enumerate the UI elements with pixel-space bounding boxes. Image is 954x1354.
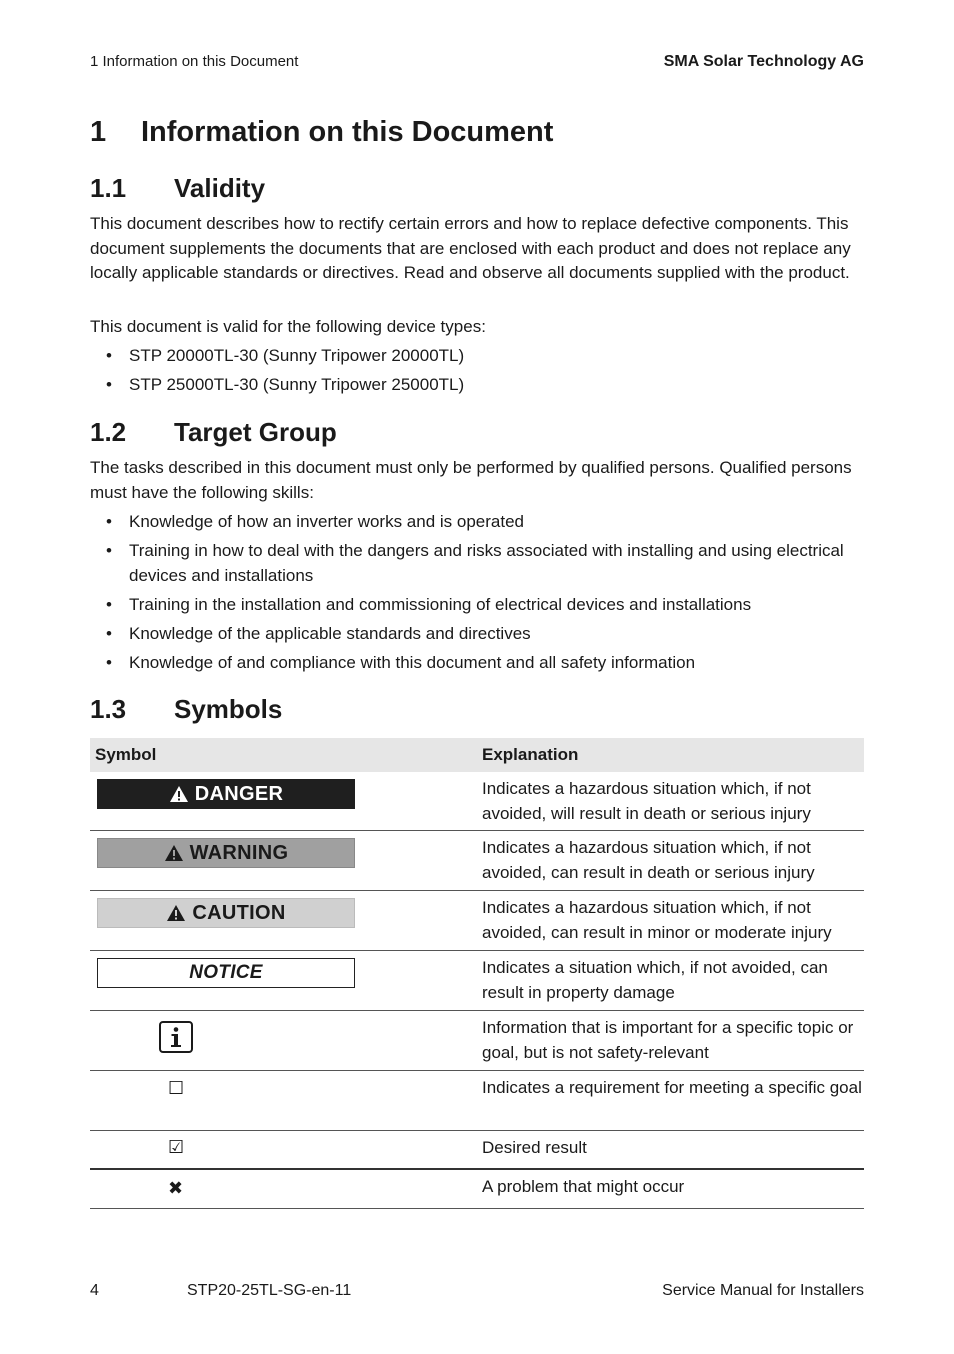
row-explanation: Indicates a hazardous situation which, if not avoided, can result in death or serious injury	[482, 838, 815, 882]
target-group-title: Target Group	[174, 417, 337, 447]
target-group-paragraph: The tasks described in this document must only be performed by qualified persons. Qualified persons must have the following skills:	[90, 458, 852, 502]
device-list	[90, 344, 864, 402]
symbols-heading	[90, 694, 282, 725]
bullet: •	[106, 623, 112, 643]
warning-triangle-icon	[169, 785, 189, 803]
bullet: •	[106, 346, 112, 365]
validity-title: Validity	[174, 173, 266, 203]
document-id: STP20-25TL-SG-en-11	[187, 1282, 352, 1299]
list-item: • STP 25000TL-30 (Sunny Tripower 25000TL)	[90, 373, 864, 398]
symbols-title: Symbols	[174, 694, 283, 724]
bullet: •	[106, 594, 112, 614]
chapter-heading	[90, 116, 553, 149]
row-explanation: Information that is important for a specific topic or goal, but is not safety-relevant	[482, 1018, 854, 1062]
row-explanation: A problem that might occur	[482, 1177, 685, 1196]
symbols-number: 1.3	[90, 694, 127, 724]
document-page	[90, 0, 864, 1354]
table-row	[90, 1071, 864, 1131]
row-explanation: Indicates a hazardous situation which, if not avoided, will result in death or serious injury	[482, 779, 811, 823]
page-number: 4	[90, 1282, 99, 1299]
skills-list	[90, 510, 864, 680]
list-item: • STP 20000TL-30 (Sunny Tripower 20000TL)	[90, 344, 864, 369]
notice-signal-word: NOTICE	[97, 958, 355, 988]
empty-checkbox-icon: ☐	[168, 1078, 185, 1098]
table-row	[90, 891, 864, 951]
bullet: •	[106, 512, 112, 531]
validity-heading	[90, 173, 265, 204]
info-icon	[159, 1021, 193, 1053]
manual-title: Service Manual for Installers	[662, 1282, 864, 1299]
table-row	[90, 1170, 864, 1209]
row-explanation: Desired result	[482, 1138, 587, 1157]
table-row	[90, 831, 864, 891]
bullet: •	[106, 375, 112, 394]
validity-number: 1.1	[90, 173, 127, 203]
warning-triangle-icon	[166, 904, 186, 922]
row-explanation: Indicates a situation which, if not avoided, can result in property damage	[482, 958, 828, 1002]
symbols-table	[90, 738, 864, 1209]
validity-paragraph-2: This document is valid for the following device types:	[90, 317, 486, 336]
bullet: •	[106, 541, 112, 560]
column-header-explanation: Explanation	[482, 745, 579, 764]
chapter-number: 1	[90, 116, 107, 148]
header-chapter: 1 Information on this Document	[90, 53, 299, 70]
chapter-title: Information on this Document	[141, 116, 554, 148]
table-row	[90, 1131, 864, 1170]
list-item: • Training in how to deal with the dangers and risks associated with installing and using electrical devices and installations	[106, 541, 844, 585]
bullet: •	[106, 652, 112, 672]
list-item: • Knowledge of and compliance with this document and all safety information	[90, 651, 864, 676]
table-row	[90, 772, 864, 831]
list-item: • Knowledge of the applicable standards and directives	[90, 622, 864, 647]
checked-box-icon: ☑	[168, 1137, 185, 1157]
target-group-heading	[90, 417, 337, 448]
list-item: • Training in the installation and commissioning of electrical devices and installations	[90, 593, 864, 618]
validity-paragraph-1: This document describes how to rectify certain errors and how to replace defective components. This document supplements the documents that are enclosed with each product and does not replace any locally applicable standards or directives. Read and observe all documents supplied with the product.	[90, 214, 851, 282]
table-row	[90, 1011, 864, 1071]
warning-signal-word: WARNING	[97, 838, 355, 868]
caution-signal-word: CAUTION	[97, 898, 355, 928]
column-header-symbol: Symbol	[95, 745, 157, 764]
row-explanation: Indicates a hazardous situation which, if not avoided, can result in minor or moderate injury	[482, 898, 832, 942]
header-company: SMA Solar Technology AG	[663, 53, 864, 70]
table-header	[90, 738, 864, 772]
cross-icon: ✖	[168, 1178, 184, 1198]
table-row	[90, 951, 864, 1011]
warning-triangle-icon	[164, 844, 184, 862]
list-item: • Knowledge of how an inverter works and is operated	[90, 510, 864, 535]
danger-signal-word: DANGER	[97, 779, 355, 809]
target-group-number: 1.2	[90, 417, 127, 447]
row-explanation: Indicates a requirement for meeting a specific goal	[482, 1078, 862, 1097]
